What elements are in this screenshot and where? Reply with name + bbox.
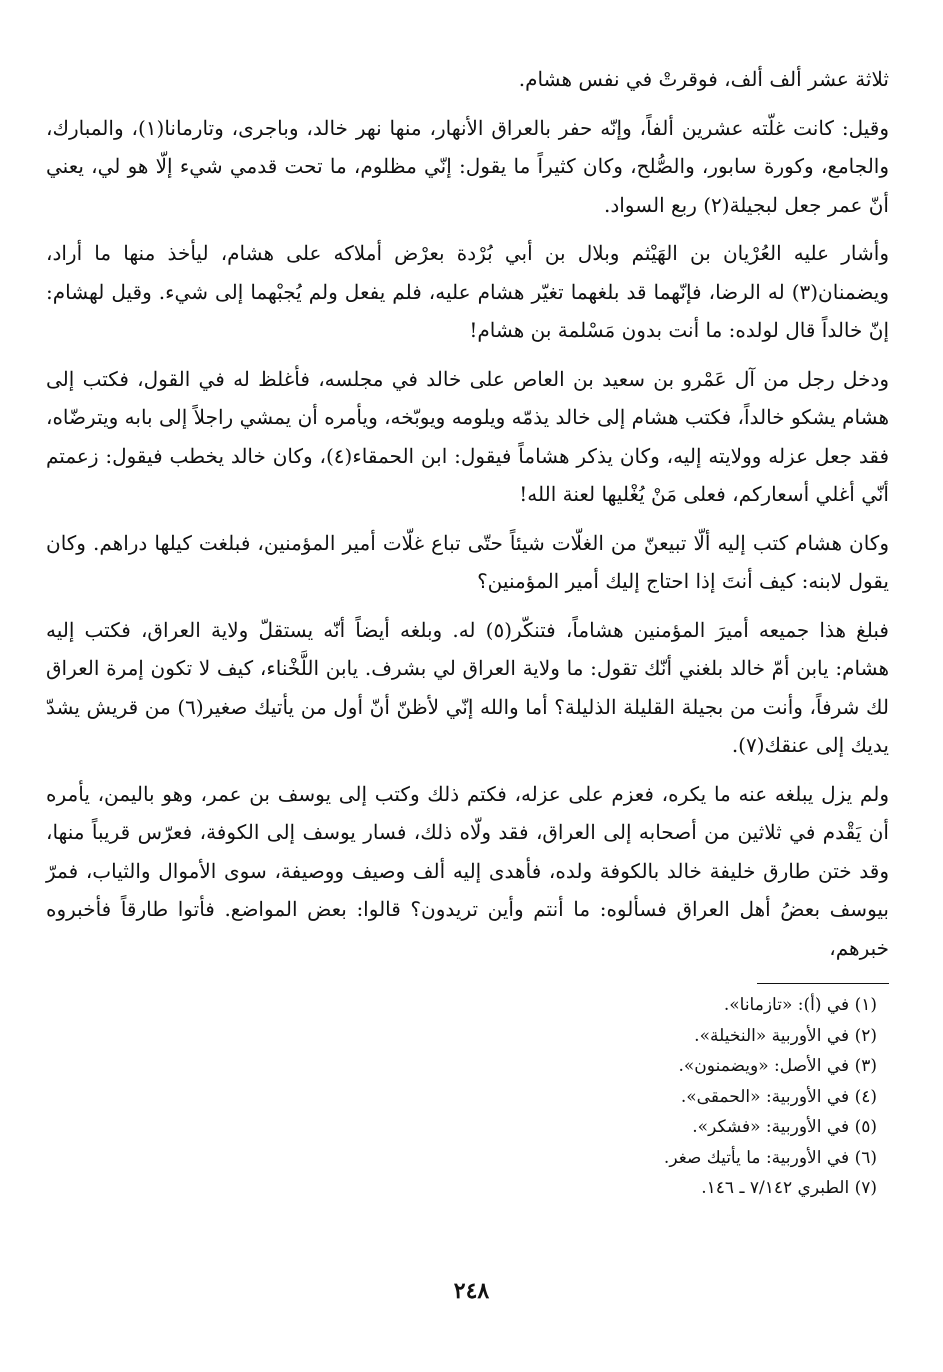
body-paragraph: وقيل: كانت غلّته عشرين ألفاً، وإنّه حفر بالعراق الأنهار، منها نهر خالد، وباجرى، وتارمانا(١)، والمبارك، والجامع، وكورة سابور، والصُّلح، وكان كثيراً ما يقول: إنّي مظلوم، ما تحت قدمي شيء إلّا هو لي، يعني أنّ عمر جعل لبجيلة(٢) ربع السواد. [46,115,889,217]
body-paragraph: وكان هشام كتب إليه ألّا تبيعنّ من الغلّات شيئاً حتّى تباع غلّات أمير المؤمنين، فبلغت كيلها دراهم. وكان يقول لابنه: كيف أنتَ إذا احتاج إليك أمير المؤمنين؟ [46,530,889,593]
body-paragraph: وأشار عليه العُرْيان بن الهَيْثم وبلال بن أبي بُرْدة بعرْض أملاكه على هشام، ليأخذ منها ما أراد، ويضمنان(٣) له الرضا، فإنّهما قد بلغهما تغيّر هشام عليه، فلم يفعل ولم يُجبْهما إلى شيء. وقيل لهشام: إنّ خالداً قال لولده: ما أنت بدون مَسْلمة بن هشام! [46,241,889,342]
body-paragraph: فبلغ هذا جميعه أميرَ المؤمنين هشاماً، فتنكّر(٥) له. وبلغه أيضاً أنّه يستقلّ ولاية العراق، فكتب إليه هشام: يابن أمّ خالد بلغني أنّك تقول: ما ولاية العراق لي بشرف. يابن اللَّخْناء، كيف لا تكون إمرة العراق لك شرفاً، وأنت من بجيلة القليلة الذليلة؟ أما والله إنّي لأظنّ أنّ أول من يأتيك صغير(٦) من قريش يشدّ يديك إلى عنقك(٧). [46,617,889,757]
body-paragraph: ودخل رجل من آل عَمْرو بن سعيد بن العاص على خالد في مجلسه، فأغلظ له في القول، فكتب إلى هشام يشكو خالداً، فكتب هشام إلى خالد يذمّه ويلومه ويوبّخه، ويأمره أن يمشي راجلاً إلى بابه ويترضّاه، فقد جعل عزله وولايته إليه، وكان يذكر هشاماً فيقول: ابن الحمقاء(٤)، وكان خالد يخطب فيقول: زعمتم أنّي أغلي أسعاركم، فعلى مَنْ يُغْليها لعنة الله! [46,366,890,506]
footnote: (١) في (أ): «تازمانا». [723,995,877,1015]
footnote: (٢) في الأوربية «النخيلة». [694,1025,877,1046]
footnote-separator [757,983,889,984]
page-text-block [46,60,889,1204]
body-paragraph: ثلاثة عشر ألف ألف، فوقرتْ في نفس هشام. [518,67,889,91]
footnote: (٣) في الأصل: «ويضمنون». [678,1056,877,1076]
footnotes-list [46,990,889,1204]
body-paragraph: ولم يزل يبلغه عنه ما يكره، فعزم على عزله، فكتم ذلك وكتب إلى يوسف بن عمر، وهو باليمن، يأمره أن يَقْدم في ثلاثين من أصحابه إلى العراق، فقد ولّاه ذلك، فسار يوسف إلى الكوفة، فعرّس قريباً منها، وقد ختن طارق خليفة خالد بالكوفة ولده، فأهدى إليه ألف وصيف ووصيفة، سوى الأموال والثياب، فمرّ بيوسف بعضُ أهل العراق فسألوه: ما أنتم وأين تريدون؟ قالوا: بعض المواضع. فأتوا طارقاً فأخبروه خبرهم، [46,781,889,960]
page-number: ٢٤٨ [453,1278,490,1304]
footnote: (٧) الطبري ٧/١٤٢ ـ ١٤٦. [701,1178,877,1198]
footnote: (٤) في الأوربية: «الحمقى». [680,1086,877,1107]
footnote: (٥) في الأوربية: «فشكر». [692,1117,877,1137]
footnote: (٦) في الأوربية: ما يأتيك صغر. [663,1147,877,1168]
